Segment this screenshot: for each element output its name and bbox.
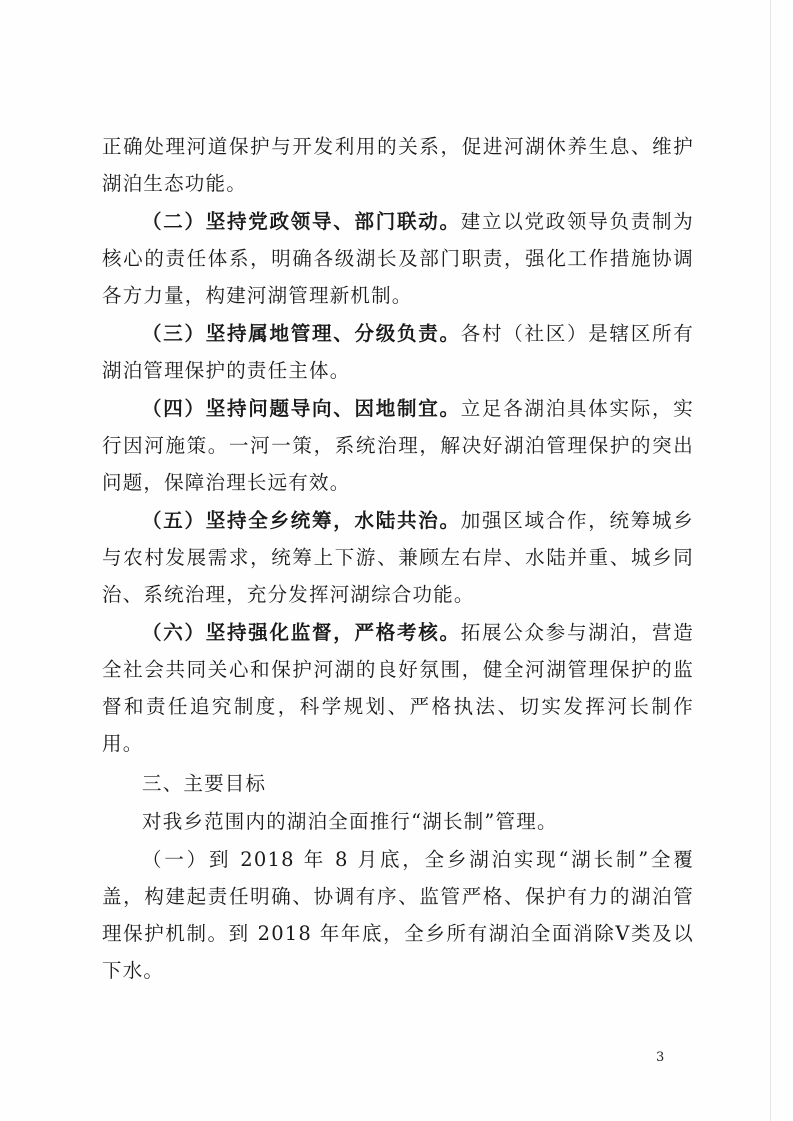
principle-text: 立足各湖泊具体实际，实行因河施策。一河一策，系统治理，解决好湖泊管理保护的突出问题，保障治理长远有效。 [102, 397, 694, 494]
principle-lead: （四）坚持问题导向、因地制宜。 [142, 397, 461, 420]
paragraph-continuation [102, 128, 694, 202]
principle-paragraph-2 [102, 203, 694, 314]
principle-text: 建立以党政领导负责制为核心的责任体系，明确各级湖长及部门职责，强化工作措施协调各方力量，构建河湖管理新机制。 [102, 210, 694, 307]
goal-intro-paragraph: 对我乡范围内的湖泊全面推行“湖长制”管理。 [142, 810, 558, 833]
page-number: 3 [656, 1050, 665, 1065]
section-heading: 三、主要目标 [142, 772, 267, 795]
principle-text: 各村（社区）是辖区所有湖泊管理保护的责任主体。 [102, 322, 694, 382]
principle-paragraph-6 [102, 614, 694, 762]
principle-paragraph-3 [102, 315, 694, 389]
principle-lead: （六）坚持强化监督，严格考核。 [142, 621, 461, 644]
paragraph-text: 正确处理河道保护与开发利用的关系，促进河湖休养生息、维护湖泊生态功能。 [102, 135, 694, 195]
principle-lead: （五）坚持全乡统筹，水陆共治。 [142, 509, 461, 532]
principle-paragraph-4 [102, 390, 694, 501]
principle-text: 加强区域合作，统筹城乡与农村发展需求，统筹上下游、兼顾左右岸、水陆并重、城乡同治、系统治理，充分发挥河湖综合功能。 [102, 509, 694, 606]
principle-lead: （三）坚持属地管理、分级负责。 [142, 322, 461, 345]
principle-lead: （二）坚持党政领导、部门联动。 [142, 210, 461, 233]
principle-text: 拓展公众参与湖泊，营造全社会共同关心和保护河湖的良好氛围，健全河湖管理保护的监督和责任追究制度，科学规划、严格执法、切实发挥河长制作用。 [102, 621, 694, 755]
scan-edge-line [770, 0, 771, 1121]
principle-paragraph-5 [102, 502, 694, 613]
document-body [102, 0, 694, 989]
goal-paragraph-1: （一）到 2018 年 8 月底，全乡湖泊实现“湖长制”全覆盖，构建起责任明确、协调有序、监管严格、保护有力的湖泊管理保护机制。到 2018 年年底，全乡所有湖泊全面消除Ⅴ类及以下水。 [102, 848, 694, 982]
